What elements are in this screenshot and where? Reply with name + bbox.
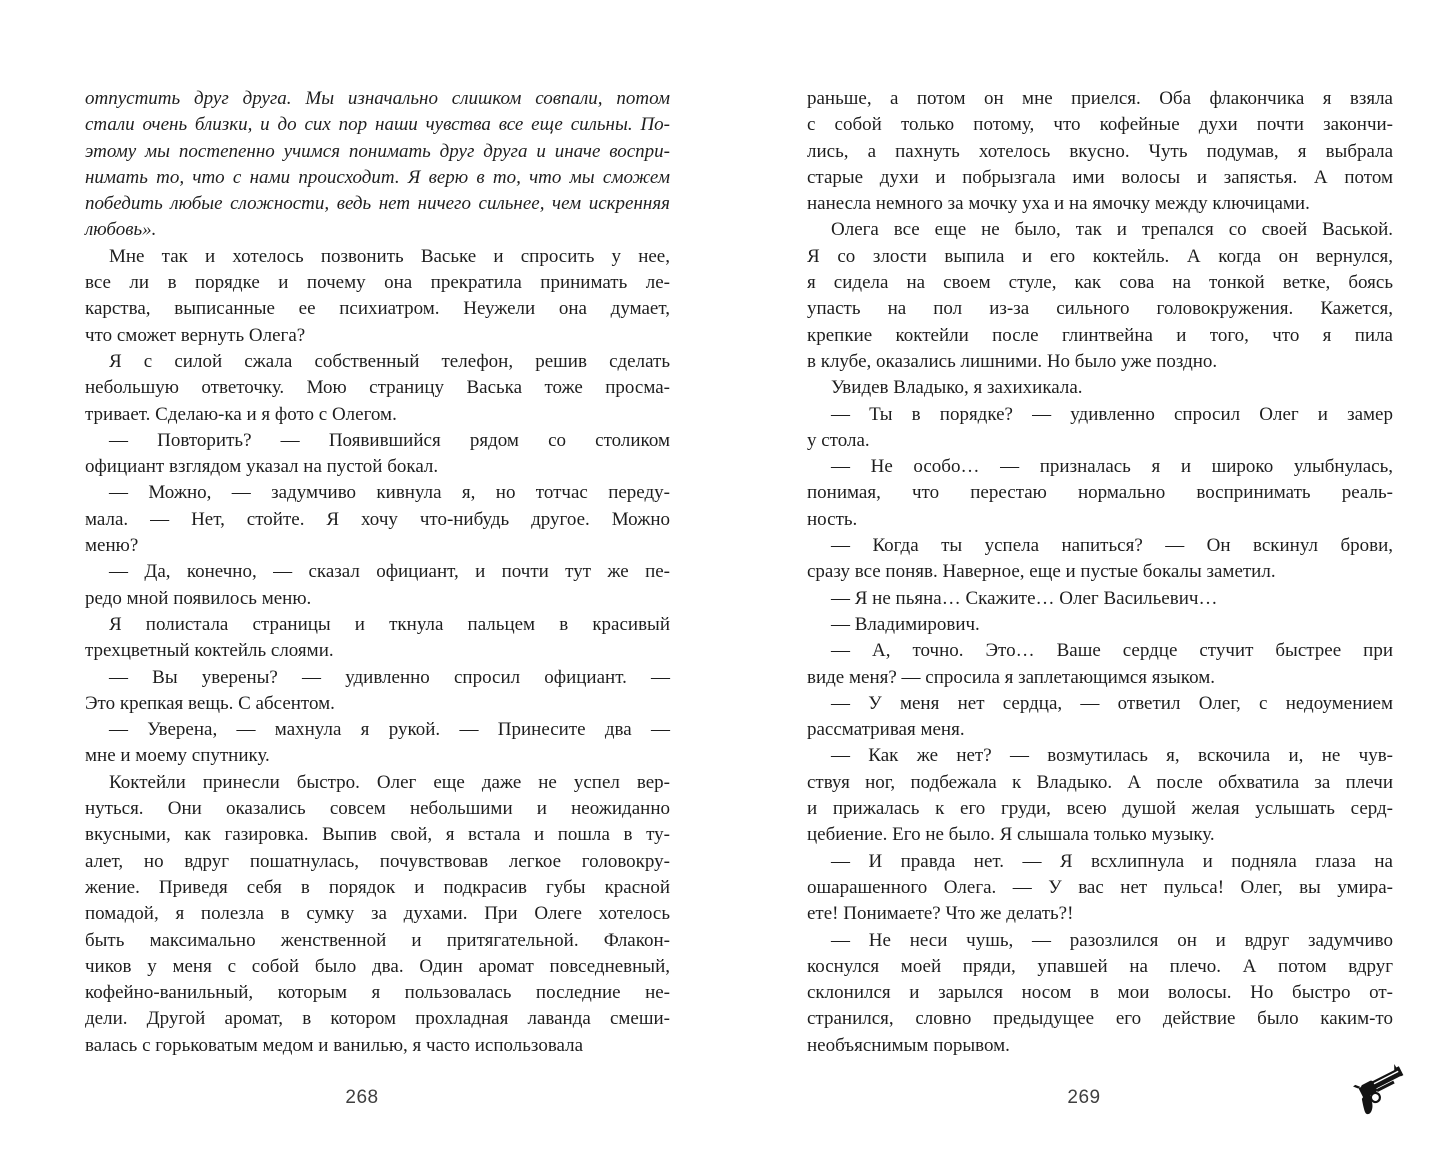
text-line: — Да, конечно, — сказал официант, и почти тут же пе- bbox=[109, 561, 670, 583]
page-column bbox=[807, 86, 1393, 1059]
text-line: Я со злости выпила и его коктейль. А когда он вернулся, bbox=[807, 245, 1393, 267]
text-line: небольшую ответочку. Мою страницу Васька тоже просма- bbox=[85, 377, 670, 399]
text-line: — Я не пьяна… Скажите… Олег Васильевич… bbox=[831, 587, 1218, 609]
text-line: — Уверена, — махнула я рукой. — Принесите два — bbox=[109, 719, 670, 741]
text-line: — Владимирович. bbox=[831, 613, 980, 635]
paragraph bbox=[807, 743, 1393, 848]
text-line: с собой только потому, что кофейные духи почти закончи- bbox=[807, 114, 1393, 136]
paragraph bbox=[85, 665, 670, 718]
text-line: у стола. bbox=[807, 429, 870, 451]
text-line: что сможет вернуть Олега? bbox=[85, 324, 306, 346]
page-number-left: 268 bbox=[345, 1087, 379, 1108]
text-line: быть максимально женственной и притягательной. Флакон- bbox=[85, 929, 670, 951]
text-line: необъяснимым порывом. bbox=[807, 1034, 1010, 1056]
text-line: нанесла немного за мочку уха и на ямочку между ключицами. bbox=[807, 193, 1310, 215]
text-line: все ли в порядке и почему она прекратила принимать ле- bbox=[85, 272, 670, 294]
text-line: понимая, что перестаю нормально воспринимать реаль- bbox=[807, 482, 1393, 504]
text-line: склонился и зарылся носом в мои волосы. Но быстро от- bbox=[807, 982, 1393, 1004]
text-line: нимать то, что с нами происходит. Я верю в то, что мы сможем bbox=[85, 166, 670, 188]
text-line: вкусными, как газировка. Выпив свой, я встала и пошла в ту- bbox=[85, 824, 670, 846]
paragraph bbox=[807, 402, 1393, 455]
paragraph bbox=[807, 586, 1393, 612]
text-line: мне и моему спутнику. bbox=[85, 745, 270, 767]
paragraph bbox=[807, 691, 1393, 744]
text-line: кофейно-ванильный, которым я пользовалась последние не- bbox=[85, 982, 670, 1004]
text-line: Это крепкая вещь. С абсентом. bbox=[85, 692, 335, 714]
paragraph bbox=[807, 533, 1393, 586]
text-line: — Когда ты успела напиться? — Он вскинул брови, bbox=[831, 535, 1393, 557]
text-line: Олега все еще не было, так и трепался со своей Васькой. bbox=[831, 219, 1393, 241]
paragraph bbox=[807, 928, 1393, 1059]
text-line: и прижалась к его груди, всею душой желая услышать серд- bbox=[807, 798, 1393, 820]
text-line: коснулся моей пряди, упавшей на плечо. А потом вдруг bbox=[807, 955, 1393, 977]
paragraph bbox=[807, 612, 1393, 638]
text-line: ствуя ног, подбежала к Владыко. А после обхватила за плечи bbox=[807, 771, 1393, 793]
paragraph bbox=[85, 559, 670, 612]
text-line: любовь». bbox=[85, 219, 157, 241]
paragraph bbox=[807, 86, 1393, 217]
text-line: ете! Понимаете? Что же делать?! bbox=[807, 903, 1074, 925]
paragraph bbox=[807, 638, 1393, 691]
text-line: официант взглядом указал на пустой бокал. bbox=[85, 456, 439, 478]
text-line: стали очень близки, и до сих пор наши чувства все еще сильны. По- bbox=[85, 114, 670, 136]
text-line: — У меня нет сердца, — ответил Олег, с недоумением bbox=[831, 692, 1393, 714]
text-line: этому мы постепенно учимся понимать друг друга и иначе воспри- bbox=[85, 140, 670, 162]
text-line: упасть на пол из-за сильного головокружения. Кажется, bbox=[807, 298, 1393, 320]
text-line: ность. bbox=[807, 508, 858, 530]
text-line: тривает. Сделаю-ка и я фото с Олегом. bbox=[85, 403, 397, 425]
text-line: крепкие коктейли после глинтвейна и того, что я пила bbox=[807, 324, 1393, 346]
text-line: старые духи и побрызгала ими волосы и запястья. А потом bbox=[807, 166, 1393, 188]
text-line: чиков у меня с собой было два. Один аромат повседневный, bbox=[85, 955, 670, 977]
paragraph bbox=[85, 349, 670, 428]
text-line: алет, но вдруг пошатнулась, почувствовав легкое головокру- bbox=[85, 850, 670, 872]
paragraph bbox=[85, 770, 670, 1059]
text-line: — Можно, — задумчиво кивнула я, но тотчас переду- bbox=[109, 482, 670, 504]
text-line: редо мной появилось меню. bbox=[85, 587, 312, 609]
paragraph bbox=[807, 375, 1393, 401]
text-line: ошарашенного Олега. — У вас нет пульса! Олег, вы умира- bbox=[807, 876, 1393, 898]
text-line: — Не особо… — призналась я и широко улыбнулась, bbox=[831, 456, 1393, 478]
text-line: я сидела на своем стуле, как сова на тонкой ветке, боясь bbox=[807, 272, 1393, 294]
text-line: Я полистала страницы и ткнула пальцем в красивый bbox=[109, 613, 670, 635]
text-line: Я с силой сжала собственный телефон, решив сделать bbox=[109, 350, 670, 372]
paragraph bbox=[85, 244, 670, 349]
text-line: дели. Другой аромат, в котором прохладная лаванда смеши- bbox=[85, 1008, 670, 1030]
text-line: раньше, а потом он мне приелся. Оба флакончика я взяла bbox=[807, 88, 1393, 109]
text-line: меню? bbox=[85, 535, 139, 557]
text-line: нуться. Они оказались совсем небольшими и неожиданно bbox=[85, 798, 670, 820]
paragraph bbox=[85, 480, 670, 559]
text-line: — Повторить? — Появившийся рядом со столиком bbox=[109, 429, 670, 451]
text-line: лись, а пахнуть хотелось вкусно. Чуть подумав, я выбрала bbox=[807, 140, 1393, 162]
revolver-icon bbox=[1350, 1064, 1408, 1118]
paragraph bbox=[807, 217, 1393, 375]
text-line: Мне так и хотелось позвонить Ваське и спросить у нее, bbox=[109, 245, 670, 267]
paragraph bbox=[85, 612, 670, 665]
text-line: трехцветный коктейль слоями. bbox=[85, 640, 334, 662]
text-line: в клубе, оказались лишними. Но было уже поздно. bbox=[807, 350, 1218, 372]
text-line: цебиение. Его не было. Я слышала только музыку. bbox=[807, 824, 1215, 846]
text-line: виде меня? — спросила я заплетающимся языком. bbox=[807, 666, 1215, 688]
text-line: мала. — Нет, стойте. Я хочу что-нибудь другое. Можно bbox=[85, 508, 670, 530]
text-line: — Как же нет? — возмутилась я, вскочила и, не чув- bbox=[831, 745, 1393, 767]
page-column bbox=[85, 86, 670, 1059]
text-line: валась с горьковатым медом и ванилью, я часто использовала bbox=[85, 1034, 584, 1056]
text-line: отпустить друг друга. Мы изначально слишком совпали, потом bbox=[85, 88, 670, 109]
paragraph bbox=[85, 717, 670, 770]
text-line: — А, точно. Это… Ваше сердце стучит быстрее при bbox=[831, 640, 1393, 662]
text-line: Увидев Владыко, я захихикала. bbox=[831, 377, 1083, 399]
paragraph bbox=[807, 454, 1393, 533]
text-line: странился, словно предыдущее его действие было каким-то bbox=[807, 1008, 1393, 1030]
text-line: — Ты в порядке? — удивленно спросил Олег и замер bbox=[831, 403, 1393, 425]
paragraph bbox=[85, 428, 670, 481]
paragraph bbox=[85, 86, 670, 244]
text-line: жение. Приведя себя в порядок и подкрасив губы красной bbox=[85, 876, 670, 898]
text-line: помадой, я полезла в сумку за духами. При Олеге хотелось bbox=[85, 903, 670, 925]
text-line: рассматривая меня. bbox=[807, 719, 965, 741]
text-line: сразу все поняв. Наверное, еще и пустые бокалы заметил. bbox=[807, 561, 1276, 583]
text-line: — И правда нет. — Я всхлипнула и подняла глаза на bbox=[831, 850, 1393, 872]
text-line: карства, выписанные ее психиатром. Неужели она думает, bbox=[85, 298, 670, 320]
text-line: победить любые сложности, ведь нет ничего сильнее, чем искренняя bbox=[85, 193, 670, 215]
text-line: — Вы уверены? — удивленно спросил официант. — bbox=[109, 666, 670, 688]
page-number-right: 269 bbox=[1067, 1087, 1101, 1108]
paragraph bbox=[807, 849, 1393, 928]
text-line: Коктейли принесли быстро. Олег еще даже не успел вер- bbox=[109, 771, 670, 793]
text-line: — Не неси чушь, — разозлился он и вдруг задумчиво bbox=[831, 929, 1393, 951]
